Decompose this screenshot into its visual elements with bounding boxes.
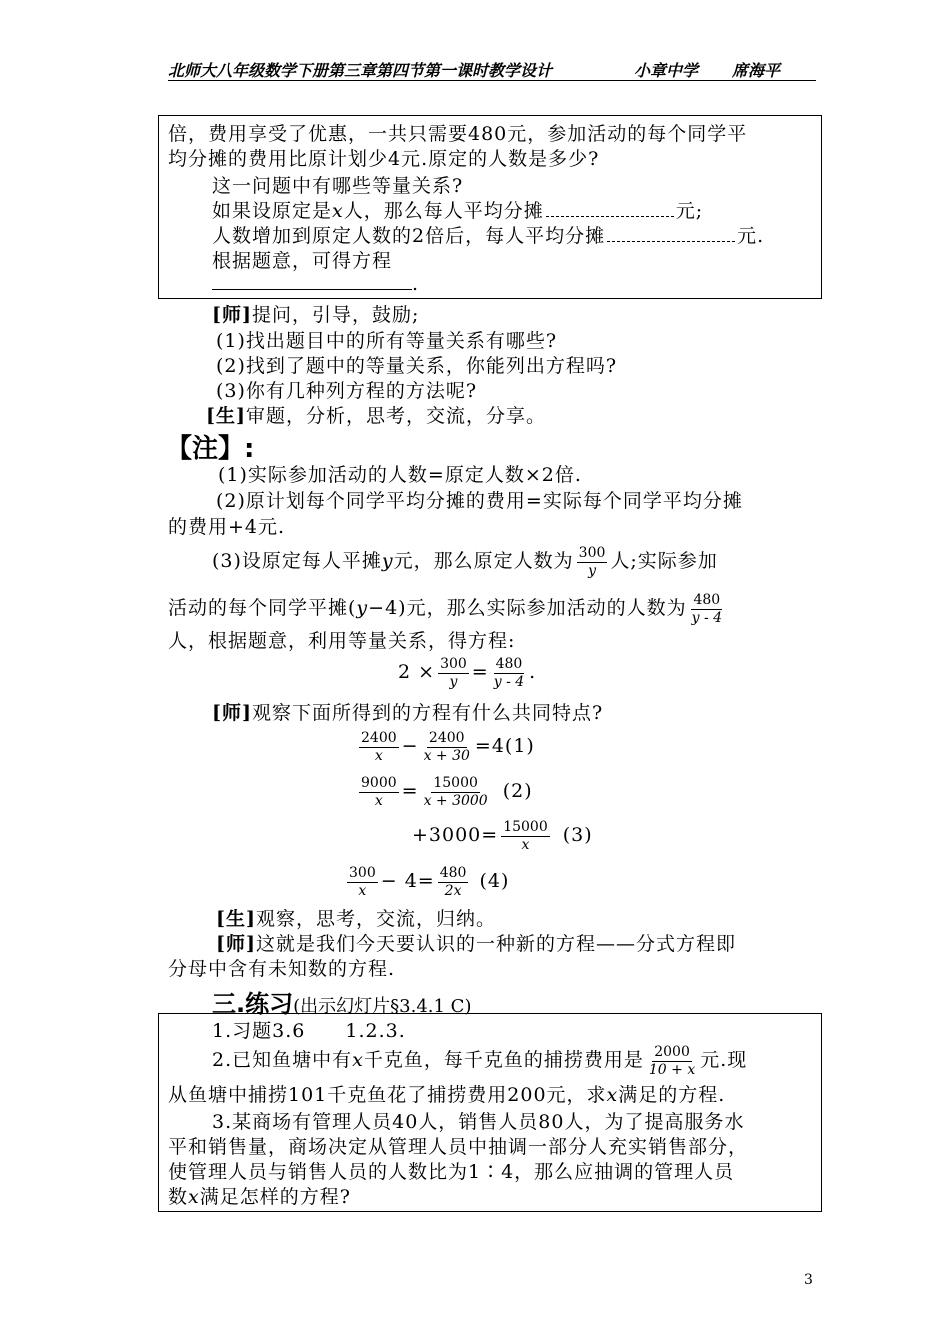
header-school: 小章中学 xyxy=(634,61,699,80)
rhs: =4 xyxy=(474,735,505,757)
fraction: $\frac{9000}{x}$ xyxy=(361,774,397,809)
problem-line-1: 倍，费用享受了优惠，一共只需要480元，参加活动的每个同学平 xyxy=(168,123,748,145)
variable-x: x xyxy=(332,200,344,222)
teacher-text: 提问，引导，鼓励; xyxy=(251,304,420,326)
teacher-summary xyxy=(216,932,736,956)
eq-2x: 2 × xyxy=(398,661,436,683)
student-response-2 xyxy=(216,907,496,931)
exercise-3-line-1: 3.某商场有管理人员40人，销售人员80人，为了提高服务水 xyxy=(212,1111,745,1133)
equation-2 xyxy=(356,771,533,811)
line-end: . xyxy=(412,273,420,295)
student-text: 审题，分析，思考，交流，分享。 xyxy=(245,405,546,427)
problem-line-4-b: 人，那么每人平均分摊 xyxy=(343,200,544,222)
operator: − 4= xyxy=(380,870,435,892)
exercise-3-line-3: 使管理人员与销售人员的人数比为1∶4，那么应抽调的管理人员 xyxy=(168,1161,735,1183)
problem-line-4-a: 如果设原定是 xyxy=(212,200,333,222)
equation-label: (3) xyxy=(562,824,593,846)
eq-dot: . xyxy=(529,661,537,683)
problem-line-4-c: 元; xyxy=(675,200,704,222)
variable-y: y xyxy=(381,550,394,572)
fraction: $\frac{15000}{x + 3000}$ xyxy=(423,774,488,809)
problem-line-5 xyxy=(212,224,764,248)
fraction: $\frac{2400}{x + 30}$ xyxy=(423,729,470,764)
blank-field xyxy=(546,204,674,217)
teacher-summary-2: 分母中含有未知数的方程. xyxy=(168,958,396,980)
exercise-2-a: 2.已知鱼塘中有 xyxy=(212,1049,353,1071)
teacher-tag: [师] xyxy=(212,702,252,724)
question-3: (3)你有几种列方程的方法呢? xyxy=(216,380,478,402)
fraction: $\frac{480}{2x}$ xyxy=(439,864,467,899)
exercise-1-b: 1.2.3. xyxy=(345,1020,406,1042)
operator: − xyxy=(401,735,419,757)
variable-y: y xyxy=(356,597,369,619)
page-header xyxy=(168,56,816,81)
exercise-2-line-2-b: 满足的方程. xyxy=(618,1084,726,1106)
exercise-1-a: 1.习题3.6 xyxy=(212,1020,306,1042)
teacher-text: 观察下面所得到的方程有什么共同特点? xyxy=(251,702,604,724)
teacher-tag: [师] xyxy=(216,933,256,955)
exercise-3-line-4 xyxy=(168,1185,351,1209)
section-title: 三.练习 xyxy=(212,990,294,1018)
student-tag: [生] xyxy=(216,908,256,930)
teacher-prompt-2 xyxy=(212,701,603,725)
variable-x: x xyxy=(606,1084,619,1106)
note-3b-2: −4)元，那么实际参加活动的人数为 xyxy=(368,597,687,619)
operator: = xyxy=(401,780,419,802)
note-3a-2: 元，那么原定人数为 xyxy=(393,550,574,572)
eq-equals: = xyxy=(471,661,489,683)
note-3a-1: (3)设原定每人平摊 xyxy=(212,550,382,572)
exercise-2 xyxy=(212,1040,747,1080)
exercise-3-line-4-a: 数 xyxy=(168,1186,189,1208)
problem-line-5-b: 元. xyxy=(737,225,765,247)
teacher-text: 这就是我们今天要认识的一种新的方程——分式方程即 xyxy=(255,933,736,955)
teacher-prompt xyxy=(212,303,419,327)
page-number: 3 xyxy=(804,1272,813,1288)
student-tag: [生] xyxy=(206,405,246,427)
problem-line-7 xyxy=(212,272,419,296)
lhs: +3000= xyxy=(412,824,499,846)
problem-line-3: 这一问题中有哪些等量关系? xyxy=(212,175,464,197)
problem-line-2: 均分摊的费用比原计划少4元.原定的人数是多少? xyxy=(168,148,600,170)
teacher-tag: [师] xyxy=(212,304,252,326)
exercise-3-line-4-b: 满足怎样的方程? xyxy=(199,1186,351,1208)
note-1: (1)实际参加活动的人数=原定人数×2倍. xyxy=(218,464,582,486)
fraction: $\frac{15000}{x}$ xyxy=(503,818,548,853)
question-2: (2)找到了题中的等量关系，你能列出方程吗? xyxy=(216,355,618,377)
equation-main xyxy=(398,652,536,692)
equation-blank xyxy=(212,273,412,290)
equation-1 xyxy=(356,726,535,766)
exercise-2-c: 元.现 xyxy=(700,1049,748,1071)
fraction-300-over-y: $\frac{300}{y}$ xyxy=(440,655,467,690)
header-title: 北师大八年级数学下册第三章第四节第一课时教学设计 xyxy=(168,61,553,80)
fraction: $\frac{2400}{x}$ xyxy=(361,729,397,764)
problem-line-5-a: 人数增加到原定人数的2倍后，每人平均分摊 xyxy=(212,225,606,247)
exercise-2-line-2-a: 从鱼塘中捕捞101千克鱼花了捕捞费用200元，求 xyxy=(168,1084,607,1106)
equation-4 xyxy=(344,861,509,901)
fraction: $\frac{300}{x}$ xyxy=(349,864,376,899)
note-title: 【注】: xyxy=(166,434,255,464)
note-2a: (2)原计划每个同学平均分摊的费用=实际每个同学平均分摊 xyxy=(216,490,743,512)
equation-label: (2) xyxy=(502,780,533,802)
student-text: 观察，思考，交流，归纳。 xyxy=(255,908,496,930)
note-2b: 的费用+4元. xyxy=(168,516,286,538)
exercise-3-line-2: 平和销售量，商场决定从管理人员中抽调一部分人充实销售部分， xyxy=(168,1136,749,1158)
variable-x: x xyxy=(352,1049,364,1071)
equation-3 xyxy=(412,815,593,855)
fraction-480-over-y-minus-4: $\frac{480}{y - 4}$ xyxy=(493,655,525,690)
note-3b-1: 活动的每个同学平摊( xyxy=(168,597,357,619)
equation-label: (4) xyxy=(479,870,510,892)
header-author: 席海平 xyxy=(732,61,781,80)
exercise-2-line-2 xyxy=(168,1083,725,1107)
equation-label: (1) xyxy=(504,735,535,757)
fraction-300-over-y: $\frac{300}{y}$ xyxy=(578,544,606,579)
section-subtitle: (出示幻灯片§3.4.1 C) xyxy=(293,996,472,1017)
variable-x: x xyxy=(188,1186,200,1208)
blank-field xyxy=(607,229,735,242)
note-3a-3: 人;实际参加 xyxy=(610,550,718,572)
note-3c: 人，根据题意，利用等量关系，得方程: xyxy=(168,630,516,652)
note-3a xyxy=(212,543,718,580)
problem-line-4 xyxy=(212,199,703,223)
exercise-2-b: 千克鱼，每千克鱼的捕捞费用是 xyxy=(363,1049,644,1071)
fraction-2000-over-10-plus-x: $\frac{2000}{10 + x}$ xyxy=(648,1043,696,1078)
question-1: (1)找出题目中的所有等量关系有哪些? xyxy=(216,330,558,352)
problem-line-6: 根据题意，可得方程 xyxy=(212,250,393,272)
note-3b xyxy=(168,590,727,627)
fraction-480-over-y-minus-4: $\frac{480}{y - 4}$ xyxy=(691,591,723,626)
student-response xyxy=(206,404,546,428)
